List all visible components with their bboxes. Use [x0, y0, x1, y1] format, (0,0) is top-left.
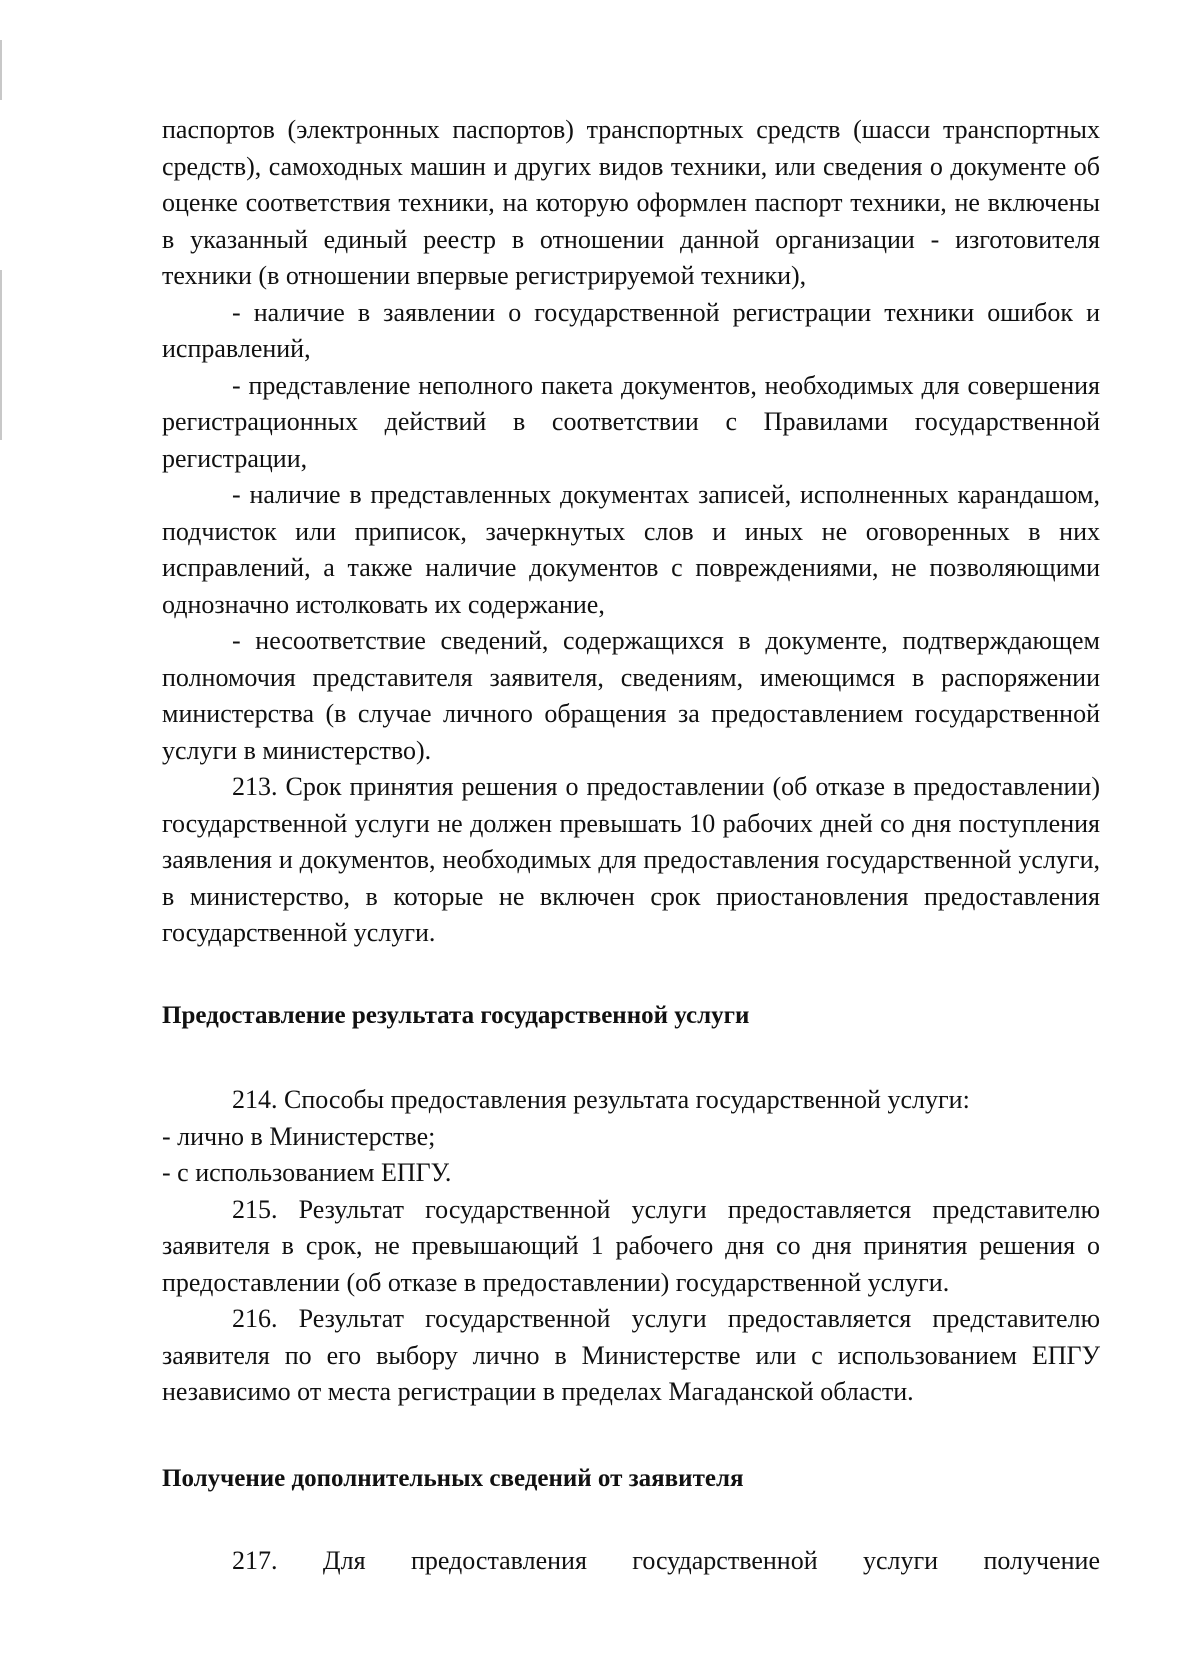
paragraph-215: 215. Результат государственной услуги предоставляется представителю заявителя в срок, не превышающий 1 рабочего дня со дня принятия решения о предоставлении (об отказе в предоставлении) государственной услуги. [162, 1194, 1100, 1297]
scan-edge-mark-top [0, 40, 2, 100]
paragraph-inconsistency: - несоответствие сведений, содержащихся в документе, подтверждающем полномочия представителя заявителя, сведениям, имеющимся в распоряжении министерства (в случае личного обращения за предоставлением государственной услуги в министерство). [162, 626, 1100, 765]
paragraph-continuation: паспортов (электронных паспортов) транспортных средств (шасси транспортных средств), самоходных машин и других видов техники, или сведения о документе об оценке соответствия техники, на которую оформлен паспорт техники, не включены в указанный единый реестр в отношении данной организации - изготовителя техники (в отношении впервые регистрируемой техники), [162, 115, 1100, 290]
paragraph-213: 213. Срок принятия решения о предоставлении (об отказе в предоставлении) государственной услуги не должен превышать 10 рабочих дней со дня поступления заявления и документов, необходимых для предоставления государственной услуги, в министерство, в которые не включен срок приостановления предоставления государственной услуги. [162, 772, 1100, 947]
section-heading-additional-info: Получение дополнительных сведений от заявителя [162, 1464, 744, 1492]
paragraph-214: 214. Способы предоставления результата государственной услуги: [232, 1085, 970, 1114]
section-heading-result: Предоставление результата государственной услуги [162, 1001, 750, 1029]
paragraph-217: 217. Для предоставления государственной услуги получение [232, 1546, 1100, 1575]
list-item-in-person: - лично в Министерстве; [162, 1121, 436, 1151]
paragraph-errors: - наличие в заявлении о государственной регистрации техники ошибок и исправлений, [162, 297, 1100, 363]
paragraph-incomplete-package: - представление неполного пакета документов, необходимых для совершения регистрационных действий в соответствии с Правилами государственной регистрации, [162, 370, 1100, 473]
list-item-epgu: - с использованием ЕПГУ. [162, 1158, 452, 1187]
scan-edge-mark-middle [0, 270, 2, 440]
paragraph-216: 216. Результат государственной услуги предоставляется представителю заявителя по его выбору лично в Министерстве или с использованием ЕПГУ независимо от места регистрации в пределах Магаданской области. [162, 1304, 1100, 1406]
document-page [162, 112, 1100, 1580]
paragraph-pencil-records: - наличие в представленных документах записей, исполненных карандашом, подчисток или приписок, зачеркнутых слов и иных не оговоренных в них исправлений, а также наличие документов с повреждениями, не позволяющими однозначно истолковать их содержание, [162, 480, 1100, 619]
